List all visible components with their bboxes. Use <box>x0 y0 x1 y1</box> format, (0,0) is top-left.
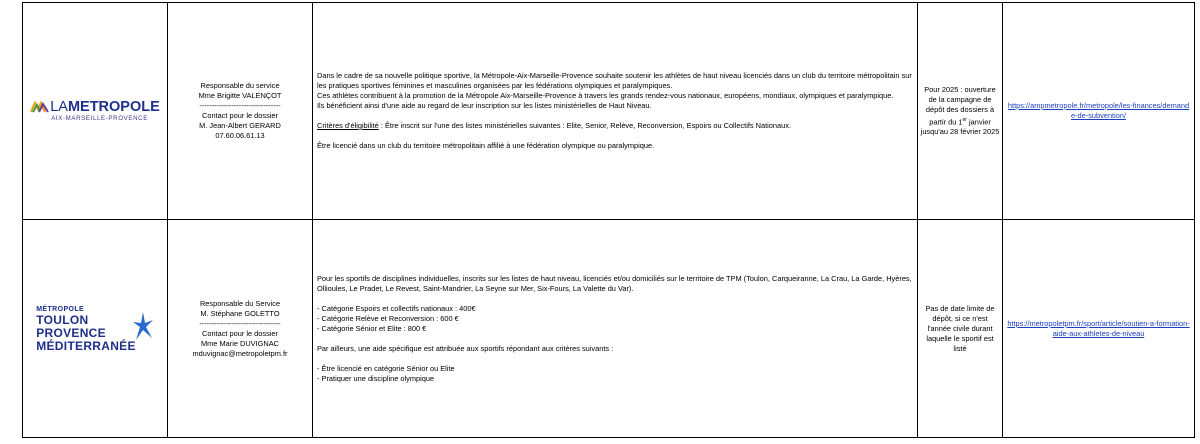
contact-person: M. Jean-Albert GERARD <box>199 121 281 130</box>
link-cell <box>1003 220 1195 438</box>
table-row <box>23 3 1195 220</box>
criteria-item: - Pratiquer une discipline olympique <box>317 373 435 383</box>
dates-text: Pas de date limite de dépôt, si ce n'est l'année civile durant laquelle le sportif est listé <box>925 303 995 353</box>
contact-email: mduvignac@metropoletpm.fr <box>192 348 288 358</box>
description-paragraph: Ces athlètes contribuent à la promotion de la Métropole Aix-Marseille-Provence à travers les grands rendez-vous nationaux, européens, mondiaux, olympiques et paralympique. <box>317 91 894 100</box>
description-paragraph: Dans le cadre de sa nouvelle politique sportive, la Métropole-Aix-Marseille-Provence souhaite soutenir les athlètes de haut niveau licenciés dans un club du territoire métropolitain sur les pratiques sportives féminines et masculines organisées par les fédérations olympiques et paralympiques. <box>317 71 912 90</box>
tpm-logo-line3: PROVENCE <box>36 326 106 340</box>
contact-heading: Contact pour le dossier <box>202 111 278 120</box>
logo-cell <box>23 3 168 220</box>
subsidy-table <box>22 2 1195 438</box>
description-paragraph: Être licencié dans un club du territoire métropolitain affilié à une fédération olympique ou paralympique. <box>317 141 655 150</box>
aid-category: - Catégorie Relève et Reconversion : 600 € <box>317 313 459 323</box>
dates-cell <box>918 3 1003 220</box>
dates-text-start: Pour 2025 : ouverture de la campagne de dépôt des dossiers à partir du 1 <box>924 84 996 127</box>
criteria-item: - Être licencié en catégorie Sénior ou Elite <box>317 363 455 373</box>
contact-divider: --------------------------------- <box>199 318 281 328</box>
contact-role: Responsable du Service <box>199 298 281 308</box>
metropole-tpm-logo <box>36 306 154 353</box>
tpm-logo-line2: TOULON <box>36 313 89 327</box>
contact-role: Responsable du service <box>200 81 280 90</box>
eligibility-criteria <box>317 121 913 131</box>
criteria-text: : Être inscrit sur l'une des listes ministérielles suivantes : Elite, Senior, Relève, Reconversion, Espoirs ou Collectifs Nationaux. <box>378 121 791 130</box>
table-row <box>23 220 1195 438</box>
aid-category: - Catégorie Espoirs et collectifs nationaux : 400€ <box>317 303 476 313</box>
contact-divider: --------------------------------- <box>199 101 281 110</box>
dates-superscript: er <box>962 116 967 123</box>
tpm-logo-line1: MÉTROPOLE <box>36 306 85 313</box>
contact-manager: Mme Brigitte VALENÇOT <box>198 91 282 100</box>
contact-heading: Contact pour le dossier <box>202 328 278 338</box>
contact-phone: 07.60.06.61.13 <box>215 131 265 140</box>
subsidy-link[interactable]: https://ampmetropole.fr/metropole/les-finances/demande-de-subvention/ <box>1007 101 1190 120</box>
tpm-star-icon <box>132 310 154 344</box>
amp-logo-la: LA <box>50 98 68 115</box>
contact-cell <box>168 3 313 220</box>
subsidy-link[interactable]: https://metropoletpm.fr/sport/article/soutien-a-formation-aide-aux-athletes-de-niveau <box>1007 318 1190 338</box>
contact-person: Mme Marie DUVIGNAC <box>200 338 280 348</box>
criteria-label: Critères d'éligibilité <box>317 121 379 130</box>
description-paragraph: Par ailleurs, une aide spécifique est attribuée aux sportifs répondant aux critères suivants : <box>317 343 614 353</box>
logo-cell <box>23 220 168 438</box>
metropole-amp-logo <box>30 100 160 123</box>
aid-category: - Catégorie Sénior et Elite : 800 € <box>317 323 427 333</box>
contact-cell <box>168 220 313 438</box>
dates-text-end: janvier jusqu'au 28 février 2025 <box>920 117 1000 137</box>
description-paragraph: Ils bénéficient ainsi d'une aide au regard de leur inscription sur les listes ministérielles de Haut Niveau. <box>317 101 652 110</box>
contact-manager: M. Stéphane GOLETTO <box>200 308 280 318</box>
amp-emblem-icon <box>30 100 50 114</box>
amp-logo-subtitle: AIX-MARSEILLE-PROVENCE <box>51 114 148 122</box>
amp-logo-title: METROPOLE <box>67 98 160 115</box>
link-cell <box>1003 3 1195 220</box>
tpm-logo-line4: MÉDITERRANÉE <box>36 339 136 353</box>
description-cell <box>313 3 918 220</box>
description-paragraph: Pour les sportifs de disciplines individuelles, inscrits sur les listes de haut niveau, licenciés et/ou domiciliés sur le territoire de TPM (Toulon, Carqueiranne, La Crau, La Garde, Hyères, Ollioules, Le Pradet, Le Revest, Saint-Mandrier, La Seyne sur Mer, Six-Fours, La Valette du Var). <box>317 273 912 293</box>
description-cell <box>313 220 918 438</box>
dates-cell <box>918 220 1003 438</box>
